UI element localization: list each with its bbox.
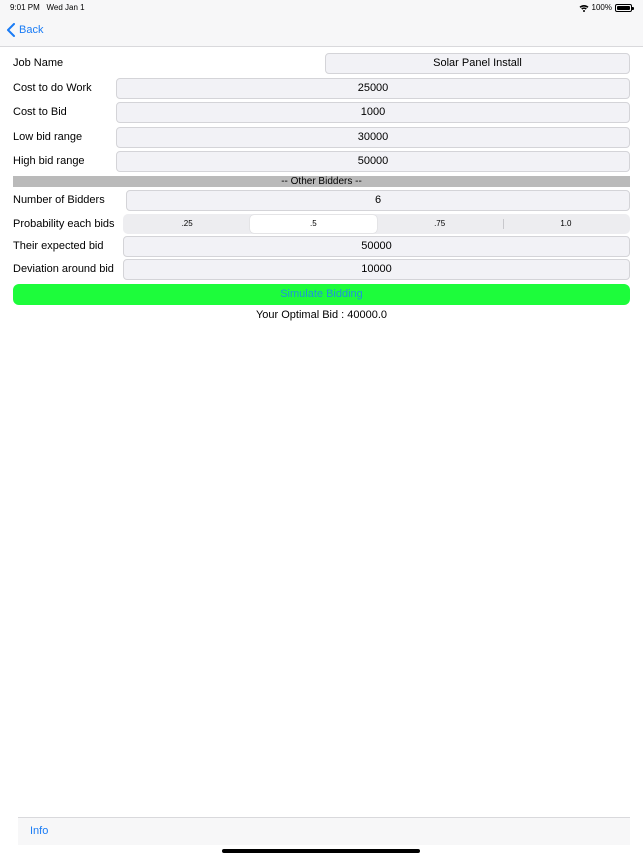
cost-work-field[interactable]: 25000	[116, 78, 630, 99]
expected-bid-label: Their expected bid	[13, 240, 104, 252]
low-bid-field[interactable]: 30000	[116, 127, 630, 148]
number-bidders-field[interactable]: 6	[126, 190, 630, 211]
number-bidders-label: Number of Bidders	[13, 194, 105, 206]
probability-label: Probability each bids	[13, 218, 115, 230]
other-bidders-header: -- Other Bidders --	[13, 176, 630, 187]
job-name-field[interactable]: Solar Panel Install	[325, 53, 630, 74]
battery-percent: 100%	[591, 3, 612, 12]
back-button[interactable]	[6, 23, 43, 37]
bottom-toolbar	[18, 817, 630, 845]
back-label: Back	[19, 24, 44, 36]
cost-work-label: Cost to do Work	[13, 82, 92, 94]
battery-icon	[615, 4, 632, 12]
expected-bid-field[interactable]: 50000	[123, 236, 630, 257]
optimal-bid-result: Your Optimal Bid : 40000.0	[255, 309, 388, 321]
probability-segmented-control[interactable]	[123, 214, 630, 234]
probability-option-75[interactable]: .75	[434, 219, 446, 228]
wifi-icon	[579, 4, 589, 12]
probability-option-50[interactable]: .5	[250, 215, 376, 233]
job-name-label: Job Name	[13, 57, 64, 69]
status-time: 9:01 PM Wed Jan 1	[10, 3, 85, 12]
home-indicator	[222, 849, 420, 853]
navigation-bar	[0, 16, 643, 47]
status-bar	[0, 0, 643, 16]
info-button[interactable]: Info	[30, 825, 49, 837]
high-bid-field[interactable]: 50000	[116, 151, 630, 172]
chevron-left-icon	[6, 23, 16, 37]
low-bid-label: Low bid range	[13, 131, 83, 143]
high-bid-label: High bid range	[13, 155, 85, 167]
cost-bid-label: Cost to Bid	[13, 106, 67, 118]
deviation-field[interactable]: 10000	[123, 259, 630, 280]
simulate-bidding-button[interactable]: Simulate Bidding	[13, 284, 630, 305]
probability-option-100[interactable]: 1.0	[503, 215, 629, 233]
deviation-label: Deviation around bid	[13, 263, 114, 275]
probability-option-25[interactable]: .25	[181, 219, 193, 228]
cost-bid-field[interactable]: 1000	[116, 102, 630, 123]
